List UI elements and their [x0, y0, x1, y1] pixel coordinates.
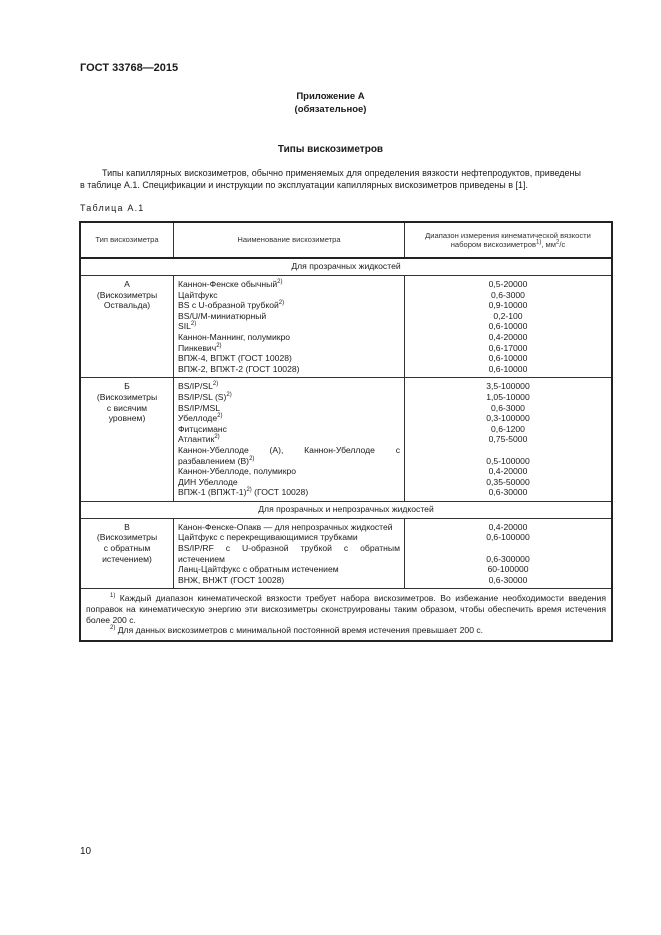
viscometer-name-text: BS/IP/SL (S) [178, 391, 227, 402]
viscometer-name [178, 575, 400, 586]
range-header-unit: , мм [541, 240, 556, 249]
viscometer-name-text: ДИН Убеллоде [178, 476, 238, 487]
viscosity-range: 0,4-20000 [488, 466, 528, 477]
section-row [80, 501, 612, 518]
footnote-2 [86, 625, 606, 636]
viscosity-range: 0,3-100000 [486, 413, 530, 424]
viscometer-name [178, 466, 400, 477]
viscometer-name [178, 543, 400, 564]
viscometer-name [178, 364, 400, 375]
footnote-ref: 2) [212, 381, 219, 388]
viscometer-name-text: BS/IP/MSL [178, 402, 221, 413]
appendix-subtitle: (обязательное) [294, 104, 367, 115]
document-header: ГОСТ 33768—2015 [80, 62, 179, 74]
viscometer-name-text: Каннон-Маннинг, полумикро [178, 331, 291, 342]
viscosity-range: 0,6-100000 [486, 532, 530, 543]
viscosity-range: 0,4-20000 [488, 521, 528, 532]
viscosity-range: 0,6-17000 [488, 342, 528, 353]
footnote-ref: 2) [216, 342, 222, 349]
viscometer-name [178, 487, 400, 498]
intro-paragraph: Типы капиллярных вискозиметров, обычно применяемых для определения вязкости нефтепродуктов, приведены в таблице А.1. Спецификации и инструкции по эксплуатации капиллярных вискозиметров приведены в [1]. [80, 168, 581, 190]
viscometer-name-text: Каннон-Фенске обычный [178, 279, 278, 289]
viscosity-range: 0,5-20000 [488, 279, 528, 289]
viscometer-type-line: Б [124, 381, 130, 392]
footnotes-row [80, 589, 612, 641]
viscometer-name [178, 564, 400, 575]
viscometer-type-line: (Вискозиметры [96, 391, 158, 402]
viscometer-type-cell [80, 378, 174, 502]
viscometer-name [178, 477, 400, 488]
column-header-type: Тип вискозиметра [80, 222, 174, 258]
group-row [80, 378, 612, 502]
viscometer-type-line: (Вискозиметры [96, 532, 158, 543]
viscometer-name-text: SIL [178, 321, 191, 332]
range-header-text: Диапазон измерения кинематической вязкости набором вискозиметров [425, 230, 591, 249]
viscosity-range: 0,6-3000 [491, 289, 525, 300]
viscometer-name [178, 381, 400, 392]
footnote-ref: 2) [277, 279, 283, 286]
viscosity-range: 60-100000 [487, 564, 529, 575]
footnote-ref: 2) [190, 321, 197, 328]
viscometer-type-line: с обратным [103, 543, 151, 554]
viscometer-names-cell [174, 518, 405, 589]
viscometer-type-line: с висячим [106, 402, 148, 413]
viscometer-name [178, 522, 400, 533]
viscometer-name [178, 300, 400, 311]
footnote-2-text: Для данных вискозиметров с минимальной постоянной время истечения превышает 200 с. [115, 625, 484, 636]
viscometer-name-text: BS/U/M-миниатюрный [178, 310, 267, 321]
section-transparent: Для прозрачных жидкостей [80, 258, 612, 276]
viscosity-range: 0,5-100000 [486, 455, 530, 466]
viscometer-name [178, 343, 400, 354]
viscosity-ranges-cell [405, 276, 613, 378]
viscosity-range: 0,4-20000 [488, 331, 528, 342]
viscometer-name [178, 532, 400, 543]
footnote-ref: 2) [217, 413, 223, 420]
section-title: Типы вискозиметров [277, 144, 384, 155]
viscometer-name-text: Убеллоде [178, 413, 218, 424]
footnote-ref: 2) [214, 434, 220, 441]
viscometer-name-text: Цайтфукс [178, 289, 218, 300]
viscosity-range: 0,6-30000 [488, 574, 528, 585]
viscometer-type-line: Оствальда) [103, 300, 151, 311]
viscometer-name [178, 290, 400, 301]
viscometer-name [178, 434, 400, 445]
viscometer-name-text: Ланц-Цайтфукс с обратным истечением [178, 564, 339, 575]
viscometer-name-text: Атлантик [178, 434, 215, 445]
viscometer-name-text: ВПЖ-4, ВПЖТ (ГОСТ 10028) [178, 353, 292, 364]
appendix-title: Приложение А [296, 91, 365, 102]
viscometer-name [178, 403, 400, 414]
viscosity-range: 0,6-30000 [488, 487, 528, 498]
viscometer-type-line: (Вискозиметры [96, 289, 158, 300]
viscosity-range: 0,2-100 [493, 310, 523, 321]
range-header-unit-tail: /с [559, 240, 566, 249]
viscosity-range: 0,6-1200 [491, 423, 525, 434]
viscometer-type-line: уровнем) [108, 413, 146, 424]
viscometer-name-text: ВПЖ-1 (ВПЖТ-1) [178, 487, 247, 498]
page-number: 10 [80, 846, 92, 857]
viscometer-name-tail: (ГОСТ 10028) [251, 487, 309, 498]
footnote-1-mark: 1) [110, 593, 116, 600]
viscosity-ranges-cell [405, 378, 613, 502]
viscometer-name-text: BS/IP/RF с U-образной трубкой с обратным истечением [178, 543, 400, 564]
viscosity-range: 0,6-3000 [491, 402, 525, 413]
column-header-name: Наименование вискозиметра [174, 222, 405, 258]
footnote-ref: 2) [278, 300, 285, 307]
range-header-footnote-ref: 1) [535, 239, 542, 246]
viscosity-range: 3,5-100000 [486, 381, 530, 392]
viscosity-range: 0,6-10000 [488, 353, 528, 364]
viscometer-type-line: истечением) [102, 553, 152, 564]
viscometer-name-text: Каннон-Убеллоде (А), Каннон-Убеллоде с разбавлением (В) [178, 444, 400, 466]
viscometer-type-line: А [124, 279, 130, 289]
footnote-2-mark: 2) [110, 625, 116, 632]
viscometer-name-text: Канон-Фенске-Опакв — для непрозрачных жидкостей [178, 521, 393, 532]
viscometer-type-cell [80, 276, 174, 378]
footnote-1 [86, 593, 606, 625]
viscosity-range: 0,9-10000 [488, 300, 528, 311]
range-header-unit-exponent: 2 [556, 239, 560, 246]
viscometer-name [178, 413, 400, 424]
viscosity-range: 0,6-10000 [488, 363, 528, 374]
viscometer-name-text: Цайтфукс с перекрещивающимися трубками [178, 532, 358, 543]
viscometer-names-cell [174, 276, 405, 378]
viscometer-table [79, 221, 613, 642]
viscometer-type-cell [80, 518, 174, 589]
viscometer-name-text: Каннон-Убеллоде, полумикро [178, 466, 297, 477]
group-row [80, 276, 612, 378]
viscometer-name [178, 392, 400, 403]
viscometer-name [178, 279, 400, 290]
viscometer-name [178, 311, 400, 322]
section-row [80, 258, 612, 276]
footnote-ref: 2) [246, 487, 252, 494]
viscometer-name-text: Фитцсиманс [178, 423, 227, 434]
footnote-1-text: Каждый диапазон кинематической вязкости требует набора вискозиметров. Во избежание необходимости введения поправок на кинематическую энергию эти вискозиметры сконструированы таким образом, чтобы обеспечить время истечения более 200 с. [86, 593, 606, 625]
table-footnotes [80, 589, 612, 641]
viscometer-name [178, 321, 400, 332]
viscometer-name-text: BS/IP/SL [178, 381, 213, 392]
section-opaque: Для прозрачных и непрозрачных жидкостей [80, 501, 612, 518]
viscometer-name [178, 353, 400, 364]
viscosity-range: 0,75-5000 [488, 434, 528, 445]
footnote-ref: 2) [249, 455, 255, 462]
viscometer-names-cell [174, 378, 405, 502]
viscometer-name-text: BS с U-образной трубкой [178, 300, 279, 311]
viscosity-range: 0,6-300000 [486, 553, 530, 564]
column-header-range [405, 222, 613, 258]
viscometer-name-text: Пинкевич [178, 342, 217, 353]
viscosity-range: 0,6-10000 [488, 321, 528, 332]
viscometer-name-text: ВПЖ-2, ВПЖТ-2 (ГОСТ 10028) [178, 363, 300, 374]
table-header-row [80, 222, 612, 258]
viscosity-range: 0,35-50000 [486, 476, 530, 487]
viscosity-range: 1,05-10000 [486, 391, 530, 402]
table-caption: Таблица А.1 [80, 203, 145, 213]
viscometer-type-line: В [124, 521, 130, 532]
group-row [80, 518, 612, 589]
viscometer-name [178, 332, 400, 343]
footnote-ref: 2) [226, 392, 232, 399]
viscosity-ranges-cell [405, 518, 613, 589]
viscometer-name-text: ВНЖ, ВНЖТ (ГОСТ 10028) [178, 574, 285, 585]
viscometer-name [178, 445, 400, 466]
viscometer-name [178, 424, 400, 435]
